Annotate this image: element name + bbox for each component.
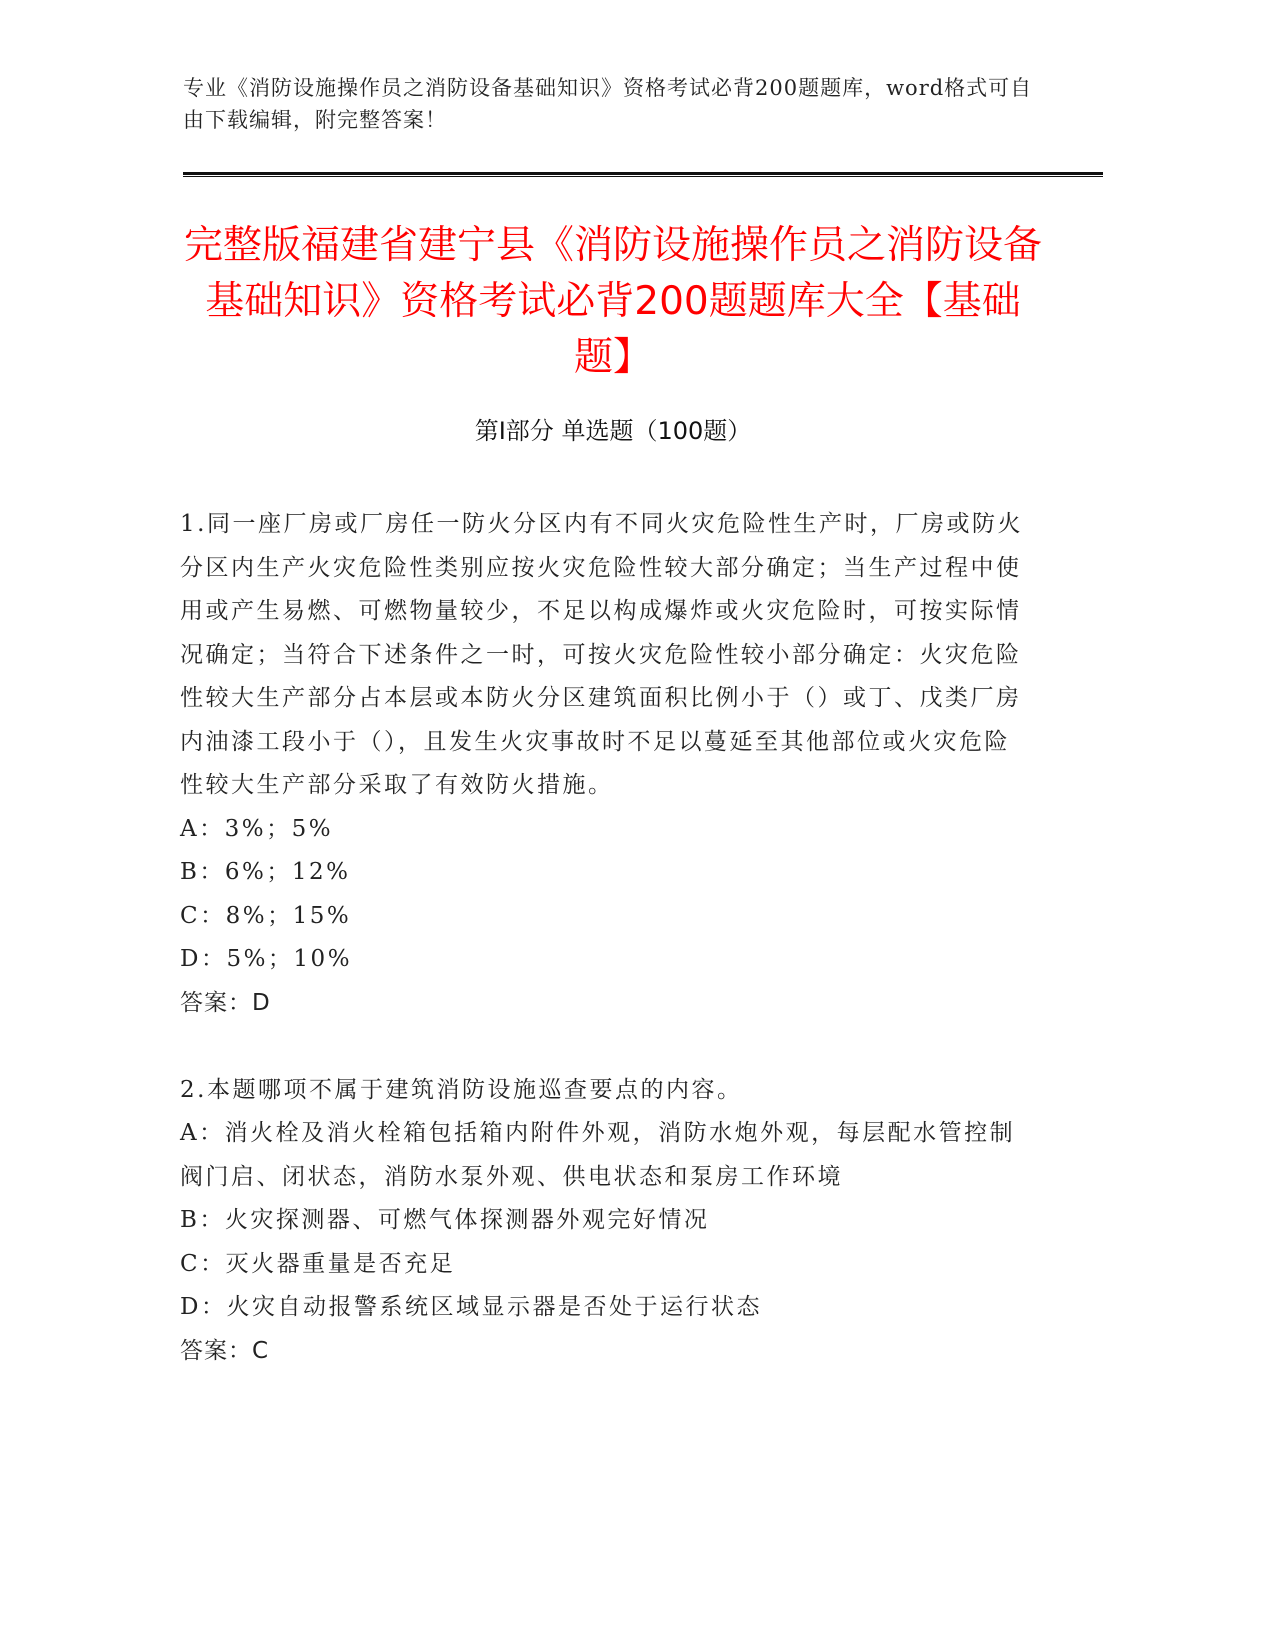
option-a: A：3%；5% xyxy=(180,815,334,842)
question-list xyxy=(180,503,1028,1373)
header-divider xyxy=(183,172,1103,177)
option-c: C：灭火器重量是否充足 xyxy=(180,1250,456,1277)
answer: 答案：D xyxy=(180,989,271,1016)
option-b: B：6%；12% xyxy=(180,859,351,885)
question-spacer xyxy=(180,1025,1028,1069)
header-note: 专业《消防设施操作员之消防设备基础知识》资格考试必背200题题库，word格式可自由下载编辑，附完整答案！ xyxy=(183,76,1033,132)
question-2 xyxy=(180,1069,1028,1374)
option-c: C：8%；15% xyxy=(180,902,352,929)
option-d: D：火灾自动报警系统区域显示器是否处于运行状态 xyxy=(180,1294,762,1320)
question-text: 2.本题哪项不属于建筑消防设施巡查要点的内容。 xyxy=(180,1076,743,1103)
option-a: A：消火栓及消火栓箱包括箱内附件外观，消防水炮外观，每层配水管控制阀门启、闭状态，消防水泵外观、供电状态和泵房工作环境 xyxy=(180,1120,1016,1190)
document-title: 完整版福建省建宁县《消防设施操作员之消防设备基础知识》资格考试必背200题题库大全【基础题】 xyxy=(183,223,1042,380)
question-1 xyxy=(180,503,1028,1025)
section-title: 第I部分 单选题（100题） xyxy=(474,417,752,445)
option-b: B：火灾探测器、可燃气体探测器外观完好情况 xyxy=(180,1207,710,1233)
option-d: D：5%；10% xyxy=(180,946,353,972)
answer: 答案：C xyxy=(180,1337,270,1364)
question-text: 1.同一座厂房或厂房任一防火分区内有不同火灾危险性生产时，厂房或防火分区内生产火灾危险性类别应按火灾危险性较大部分确定；当生产过程中使用或产生易燃、可燃物量较少，不足以构成爆炸或火灾危险时，可按实际情况确定；当符合下述条件之一时，可按火灾危险性较小部分确定：火灾危险性较大生产部分占本层或本防火分区建筑面积比例小于（）或丁、戊类厂房内油漆工段小于（），且发生火灾事故时不足以蔓延至其他部位或火灾危险性较大生产部分采取了有效防火措施。 xyxy=(180,511,1023,798)
